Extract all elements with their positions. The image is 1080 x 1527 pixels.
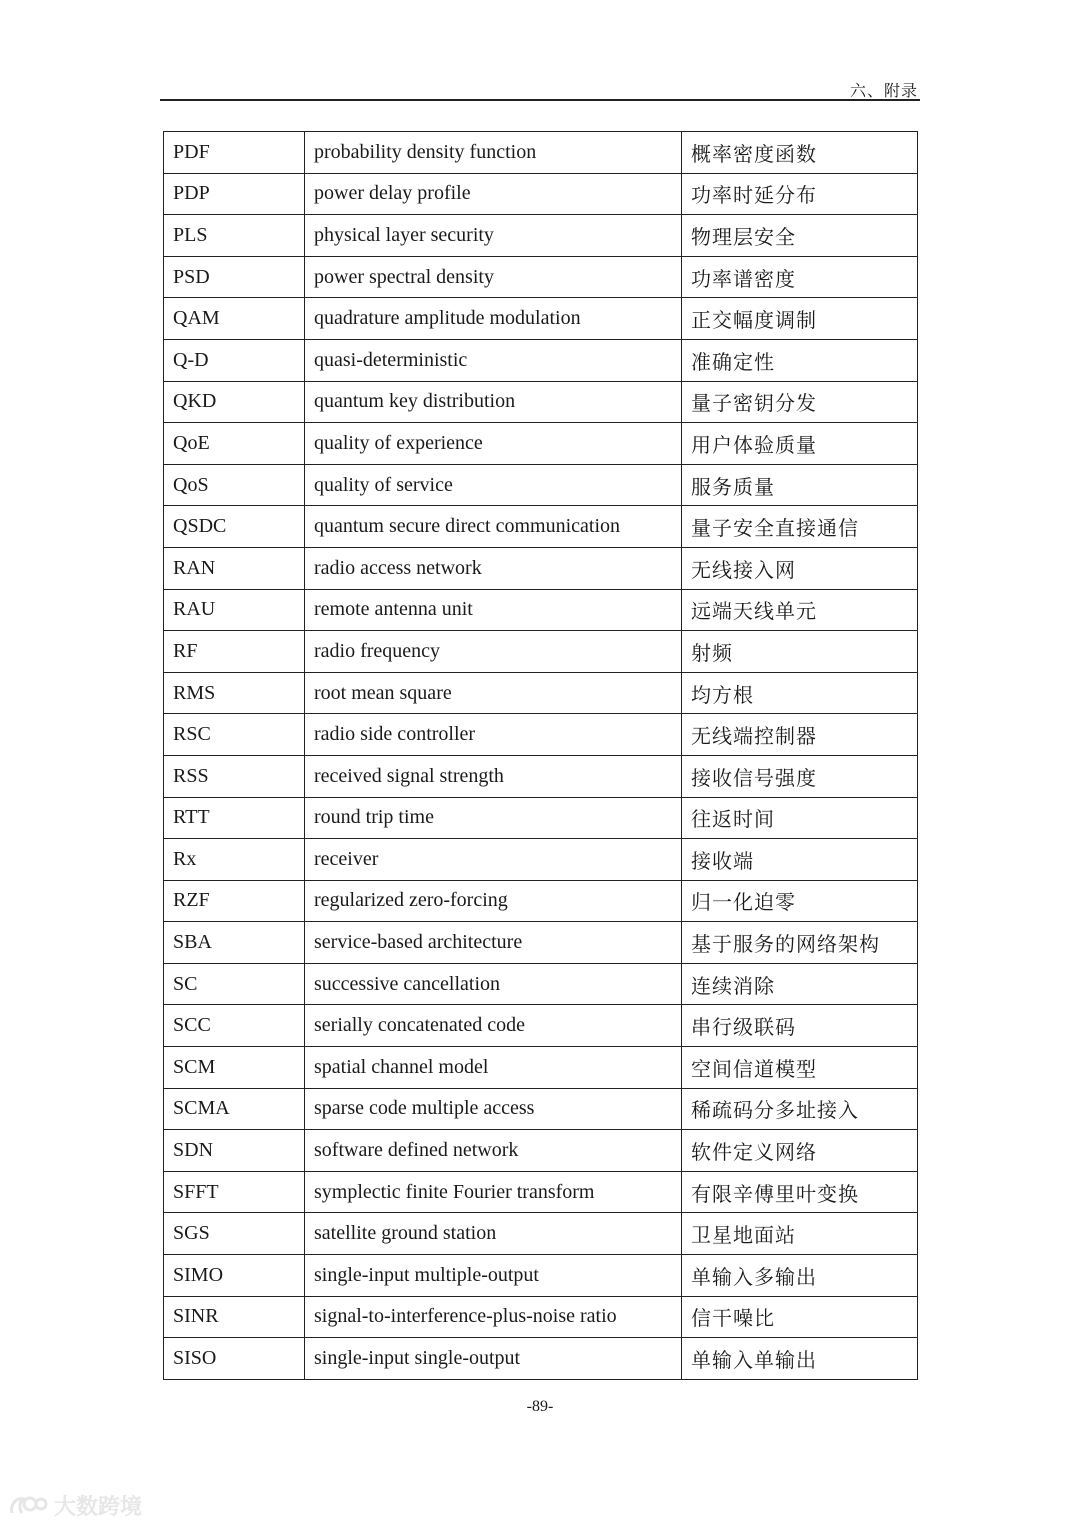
- table-row: [164, 880, 918, 922]
- table-row: [164, 714, 918, 756]
- table-row: [164, 839, 918, 881]
- chinese-term-cell: 归一化迫零: [682, 880, 918, 922]
- abbreviation-cell: SCC: [164, 1005, 305, 1047]
- chinese-term-cell: 正交幅度调制: [682, 298, 918, 340]
- abbreviation-cell: RMS: [164, 672, 305, 714]
- abbreviation-cell: RAN: [164, 547, 305, 589]
- abbreviation-cell: PSD: [164, 256, 305, 298]
- abbreviation-cell: SCMA: [164, 1088, 305, 1130]
- chinese-term-cell: 单输入单输出: [682, 1338, 918, 1380]
- chinese-term-cell: 服务质量: [682, 464, 918, 506]
- chinese-term-cell: 无线接入网: [682, 547, 918, 589]
- abbreviation-cell: SC: [164, 963, 305, 1005]
- english-term-cell: serially concatenated code: [305, 1005, 682, 1047]
- chinese-term-cell: 有限辛傅里叶变换: [682, 1171, 918, 1213]
- abbreviation-cell: Rx: [164, 839, 305, 881]
- watermark-text: 大数跨境: [54, 1495, 143, 1520]
- table-row: [164, 173, 918, 215]
- chinese-term-cell: 基于服务的网络架构: [682, 922, 918, 964]
- english-term-cell: quadrature amplitude modulation: [305, 298, 682, 340]
- chinese-term-cell: 功率谱密度: [682, 256, 918, 298]
- abbreviation-cell: Q-D: [164, 339, 305, 381]
- brand-logo-icon: [8, 1493, 48, 1519]
- english-term-cell: software defined network: [305, 1130, 682, 1172]
- english-term-cell: sparse code multiple access: [305, 1088, 682, 1130]
- table-row: [164, 1047, 918, 1089]
- abbreviation-cell: RF: [164, 631, 305, 673]
- chinese-term-cell: 接收端: [682, 839, 918, 881]
- abbreviation-cell: PDP: [164, 173, 305, 215]
- table-row: [164, 256, 918, 298]
- english-term-cell: quantum secure direct communication: [305, 506, 682, 548]
- chinese-term-cell: 量子安全直接通信: [682, 506, 918, 548]
- abbreviation-cell: SDN: [164, 1130, 305, 1172]
- english-term-cell: quasi-deterministic: [305, 339, 682, 381]
- table-row: [164, 1296, 918, 1338]
- table-row: [164, 215, 918, 257]
- table-row: [164, 1130, 918, 1172]
- table-row: [164, 1005, 918, 1047]
- abbreviation-cell: SBA: [164, 922, 305, 964]
- english-term-cell: signal-to-interference-plus-noise ratio: [305, 1296, 682, 1338]
- chinese-term-cell: 射频: [682, 631, 918, 673]
- table-row: [164, 506, 918, 548]
- abbreviation-cell: SCM: [164, 1047, 305, 1089]
- table-row: [164, 381, 918, 423]
- chinese-term-cell: 准确定性: [682, 339, 918, 381]
- chinese-term-cell: 往返时间: [682, 797, 918, 839]
- chinese-term-cell: 概率密度函数: [682, 132, 918, 174]
- abbreviation-cell: RZF: [164, 880, 305, 922]
- abbreviation-cell: RTT: [164, 797, 305, 839]
- section-header: 六、附录: [849, 81, 918, 100]
- english-term-cell: quality of service: [305, 464, 682, 506]
- table-row: [164, 631, 918, 673]
- watermark: [8, 1490, 142, 1521]
- abbreviation-cell: RSC: [164, 714, 305, 756]
- abbreviation-cell: QoE: [164, 423, 305, 465]
- abbreviation-cell: SGS: [164, 1213, 305, 1255]
- english-term-cell: single-input multiple-output: [305, 1255, 682, 1297]
- english-term-cell: receiver: [305, 839, 682, 881]
- glossary-table: [163, 131, 918, 1380]
- table-row: [164, 547, 918, 589]
- table-row: [164, 339, 918, 381]
- table-row: [164, 423, 918, 465]
- english-term-cell: power delay profile: [305, 173, 682, 215]
- english-term-cell: radio frequency: [305, 631, 682, 673]
- abbreviation-cell: RSS: [164, 755, 305, 797]
- english-term-cell: round trip time: [305, 797, 682, 839]
- table-row: [164, 672, 918, 714]
- english-term-cell: single-input single-output: [305, 1338, 682, 1380]
- english-term-cell: radio access network: [305, 547, 682, 589]
- table-row: [164, 589, 918, 631]
- table-row: [164, 1255, 918, 1297]
- english-term-cell: regularized zero-forcing: [305, 880, 682, 922]
- table-row: [164, 132, 918, 174]
- abbreviation-cell: SIMO: [164, 1255, 305, 1297]
- table-row: [164, 464, 918, 506]
- table-row: [164, 1213, 918, 1255]
- english-term-cell: received signal strength: [305, 755, 682, 797]
- abbreviation-cell: PLS: [164, 215, 305, 257]
- table-row: [164, 963, 918, 1005]
- abbreviation-cell: SINR: [164, 1296, 305, 1338]
- english-term-cell: probability density function: [305, 132, 682, 174]
- chinese-term-cell: 远端天线单元: [682, 589, 918, 631]
- chinese-term-cell: 均方根: [682, 672, 918, 714]
- chinese-term-cell: 卫星地面站: [682, 1213, 918, 1255]
- english-term-cell: service-based architecture: [305, 922, 682, 964]
- english-term-cell: satellite ground station: [305, 1213, 682, 1255]
- chinese-term-cell: 稀疏码分多址接入: [682, 1088, 918, 1130]
- abbreviation-cell: PDF: [164, 132, 305, 174]
- chinese-term-cell: 单输入多输出: [682, 1255, 918, 1297]
- chinese-term-cell: 软件定义网络: [682, 1130, 918, 1172]
- table-row: [164, 1088, 918, 1130]
- english-term-cell: symplectic finite Fourier transform: [305, 1171, 682, 1213]
- english-term-cell: successive cancellation: [305, 963, 682, 1005]
- chinese-term-cell: 空间信道模型: [682, 1047, 918, 1089]
- chinese-term-cell: 功率时延分布: [682, 173, 918, 215]
- abbreviation-cell: SISO: [164, 1338, 305, 1380]
- abbreviation-cell: RAU: [164, 589, 305, 631]
- table-row: [164, 1171, 918, 1213]
- chinese-term-cell: 量子密钥分发: [682, 381, 918, 423]
- chinese-term-cell: 连续消除: [682, 963, 918, 1005]
- table-row: [164, 1338, 918, 1380]
- english-term-cell: root mean square: [305, 672, 682, 714]
- chinese-term-cell: 无线端控制器: [682, 714, 918, 756]
- abbreviation-cell: QKD: [164, 381, 305, 423]
- chinese-term-cell: 物理层安全: [682, 215, 918, 257]
- header-divider: [160, 99, 920, 101]
- english-term-cell: remote antenna unit: [305, 589, 682, 631]
- chinese-term-cell: 信干噪比: [682, 1296, 918, 1338]
- abbreviation-cell: QSDC: [164, 506, 305, 548]
- chinese-term-cell: 接收信号强度: [682, 755, 918, 797]
- abbreviation-cell: SFFT: [164, 1171, 305, 1213]
- english-term-cell: quantum key distribution: [305, 381, 682, 423]
- english-term-cell: quality of experience: [305, 423, 682, 465]
- chinese-term-cell: 串行级联码: [682, 1005, 918, 1047]
- chinese-term-cell: 用户体验质量: [682, 423, 918, 465]
- table-row: [164, 797, 918, 839]
- abbreviation-cell: QoS: [164, 464, 305, 506]
- english-term-cell: spatial channel model: [305, 1047, 682, 1089]
- english-term-cell: physical layer security: [305, 215, 682, 257]
- english-term-cell: radio side controller: [305, 714, 682, 756]
- english-term-cell: power spectral density: [305, 256, 682, 298]
- table-row: [164, 922, 918, 964]
- table-row: [164, 298, 918, 340]
- abbreviation-cell: QAM: [164, 298, 305, 340]
- page-number: -89-: [526, 1398, 554, 1415]
- table-row: [164, 755, 918, 797]
